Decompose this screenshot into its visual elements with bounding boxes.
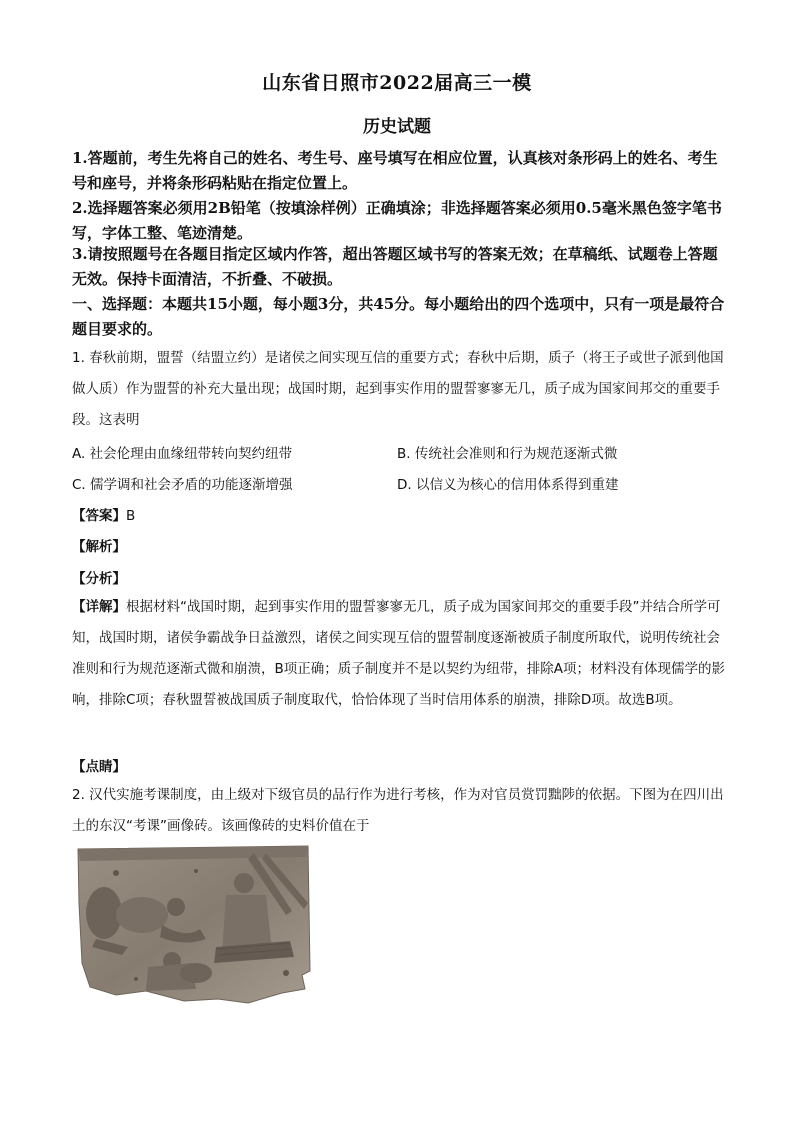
question-1-option-b: B. 传统社会准则和行为规范逐渐式微 [397,446,618,462]
detail-paragraph [72,592,728,716]
detail-label: 【详解】 [72,599,126,615]
answer-label: 【答案】 [72,508,126,524]
instruction-3: 3.请按照题号在各题目指定区域内作答，超出答题区域书写的答案无效；在草稿纸、试题卷上答题无效。保持卡面清洁，不折叠、不破损。 [72,245,718,288]
detail-text: 根据材料“战国时期，起到事实作用的盟誓寥寥无几，质子成为国家间邦交的重要手段”并结合所学可知，战国时期，诸侯争霸战争日益激烈，诸侯之间实现互信的盟誓制度逐渐被质子制度所取代，说明传统社会准则和行为规范逐渐式微和崩溃，B项正确；质子制度并不是以契约为纽带，排除A项；材料没有体现儒学的影响，排除C项；春秋盟誓被战国质子制度取代，恰恰体现了当时信用体系的崩溃，排除D项。故选B项。 [72,599,725,708]
instruction-1: 1.答题前，考生先将自己的姓名、考生号、座号填写在相应位置，认真核对条形码上的姓名、考生号和座号，并将条形码粘贴在指定位置上。 [72,149,718,192]
question-1-option-a: A. 社会伦理由血缘纽带转向契约纽带 [72,446,293,462]
analysis-label: 【解析】 [72,539,126,555]
comment-label: 【点睛】 [72,759,126,775]
han-brick-relief-image [76,843,312,1006]
answer-value: B [126,508,136,524]
exam-subtitle: 历史试题 [363,117,431,137]
fenxi-label: 【分析】 [72,571,126,587]
answer-line [72,504,135,524]
question-1-stem: 1. 春秋前期，盟誓（结盟立约）是诸侯之间实现互信的重要方式；春秋中后期，质子（将王子或世子派到他国做人质）作为盟誓的补充大量出现；战国时期，起到事实作用的盟誓寥寥无几，质子成为国家间邦交的重要手段。这表明 [72,350,724,428]
question-2-stem: 2. 汉代实施考课制度，由上级对下级官员的品行作为进行考核，作为对官员赏罚黜陟的依据。下图为在四川出土的东汉“考课”画像砖。该画像砖的史料价值在于 [72,787,724,834]
instruction-2: 2.选择题答案必须用2B铅笔（按填涂样例）正确填涂；非选择题答案必须用0.5毫米黑色签字笔书写，字体工整、笔迹清楚。 [72,199,722,242]
section-heading: 一、选择题：本题共15小题，每小题3分，共45分。每小题给出的四个选项中，只有一项是最符合题目要求的。 [72,295,725,338]
question-1-option-d: D. 以信义为核心的信用体系得到重建 [397,477,619,493]
question-1-option-c: C. 儒学调和社会矛盾的功能逐渐增强 [72,477,293,493]
exam-title: 山东省日照市2022届高三一模 [262,72,532,94]
